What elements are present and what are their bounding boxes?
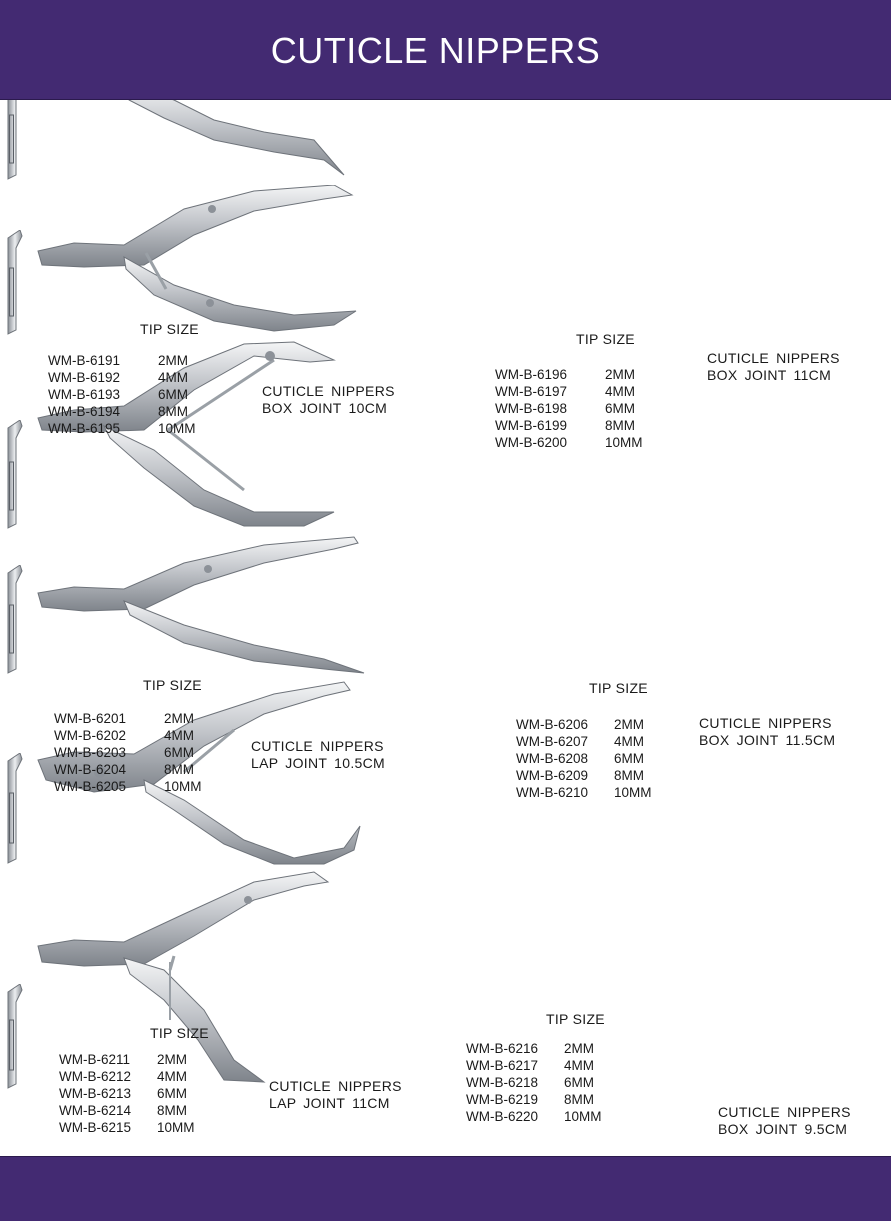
product-code: WM-B-6198 [495, 401, 568, 416]
spec-row [466, 1074, 602, 1091]
tip-size-value: 4MM [564, 1058, 594, 1073]
tip-size-value: 10MM [158, 421, 196, 436]
tip-size-value: 6MM [614, 751, 644, 766]
caption-line-name: CUTICLE NIPPERS [699, 715, 832, 731]
caption-line-name: CUTICLE NIPPERS [262, 383, 395, 399]
tip-size-value: 8MM [605, 418, 635, 433]
product-caption [269, 1078, 402, 1112]
spec-row [48, 352, 196, 369]
spec-row [59, 1119, 195, 1136]
tip-size-value: 2MM [564, 1041, 594, 1056]
spec-row [466, 1091, 602, 1108]
spec-row [516, 767, 652, 784]
tip-size-value: 4MM [614, 734, 644, 749]
product-code: WM-B-6212 [59, 1069, 132, 1084]
product-code: WM-B-6215 [59, 1120, 132, 1135]
caption-line-name: CUTICLE NIPPERS [718, 1104, 851, 1120]
spec-row [516, 733, 652, 750]
tip-size-value: 8MM [614, 768, 644, 783]
spec-row [59, 1068, 195, 1085]
header-band [0, 0, 891, 100]
tip-size-value: 8MM [564, 1092, 594, 1107]
caption-line-joint: LAP JOINT 11CM [269, 1095, 390, 1111]
product-code: WM-B-6208 [516, 751, 589, 766]
spec-row [495, 434, 643, 451]
product-code: WM-B-6219 [466, 1092, 539, 1107]
spec-row [54, 710, 202, 727]
spec-row [54, 778, 202, 795]
tip-size-value: 8MM [157, 1103, 187, 1118]
product-code: WM-B-6192 [48, 370, 121, 385]
tip-size-value: 4MM [158, 370, 188, 385]
spec-row [59, 1102, 195, 1119]
spec-table [48, 352, 196, 437]
tip-size-value: 10MM [157, 1120, 195, 1135]
spec-row [495, 417, 643, 434]
tip-size-value: 2MM [164, 711, 194, 726]
nipper-tip-closeup-image [0, 230, 30, 335]
spec-row [495, 366, 643, 383]
tip-size-value: 6MM [605, 401, 635, 416]
tip-size-value: 6MM [158, 387, 188, 402]
spec-table [495, 366, 643, 451]
spec-row [48, 369, 196, 386]
tip-size-heading: TIP SIZE [589, 680, 648, 696]
product-code: WM-B-6210 [516, 785, 589, 800]
spec-row [516, 750, 652, 767]
product-code: WM-B-6193 [48, 387, 121, 402]
caption-line-joint: BOX JOINT 10CM [262, 400, 388, 416]
product-code: WM-B-6213 [59, 1086, 132, 1101]
tip-size-heading: TIP SIZE [546, 1011, 605, 1027]
spec-row [466, 1057, 602, 1074]
product-caption [699, 715, 835, 749]
tip-size-heading: TIP SIZE [140, 321, 199, 337]
spec-row [466, 1108, 602, 1125]
product-code: WM-B-6200 [495, 435, 568, 450]
spec-row [54, 727, 202, 744]
spec-row [516, 716, 652, 733]
spec-row [59, 1051, 195, 1068]
product-code: WM-B-6209 [516, 768, 589, 783]
spec-row [48, 420, 196, 437]
caption-line-joint: BOX JOINT 9.5CM [718, 1121, 848, 1137]
product-code: WM-B-6214 [59, 1103, 132, 1118]
product-caption [707, 350, 840, 384]
spec-row [54, 744, 202, 761]
spec-row [48, 403, 196, 420]
product-code: WM-B-6211 [59, 1052, 131, 1067]
tip-size-value: 2MM [158, 353, 188, 368]
product-caption [262, 383, 395, 417]
spec-table [54, 710, 202, 795]
product-code: WM-B-6197 [495, 384, 568, 399]
tip-size-heading: TIP SIZE [143, 677, 202, 693]
product-caption [718, 1104, 851, 1138]
cuticle-nipper-image [34, 535, 370, 675]
caption-line-joint: BOX JOINT 11CM [707, 367, 832, 383]
caption-line-name: CUTICLE NIPPERS [707, 350, 840, 366]
tip-size-value: 6MM [564, 1075, 594, 1090]
product-code: WM-B-6207 [516, 734, 589, 749]
spec-table [516, 716, 652, 801]
tip-size-heading: TIP SIZE [150, 1025, 209, 1041]
spec-table [466, 1040, 602, 1125]
spec-row [516, 784, 652, 801]
tip-size-value: 6MM [157, 1086, 187, 1101]
product-caption [251, 738, 385, 772]
product-code: WM-B-6216 [466, 1041, 539, 1056]
product-code: WM-B-6201 [54, 711, 127, 726]
spec-row [466, 1040, 602, 1057]
product-code: WM-B-6220 [466, 1109, 539, 1124]
tip-size-value: 8MM [164, 762, 194, 777]
page-title: CUTICLE NIPPERS [270, 30, 601, 71]
spec-row [495, 400, 643, 417]
product-code: WM-B-6206 [516, 717, 589, 732]
nipper-tip-closeup-image [0, 753, 30, 865]
product-code: WM-B-6195 [48, 421, 121, 436]
nipper-tip-closeup-image [0, 565, 30, 675]
spec-row [54, 761, 202, 778]
tip-size-heading: TIP SIZE [576, 331, 635, 347]
caption-line-name: CUTICLE NIPPERS [251, 738, 384, 754]
tip-size-value: 4MM [164, 728, 194, 743]
spec-row [48, 386, 196, 403]
product-code: WM-B-6218 [466, 1075, 539, 1090]
product-code: WM-B-6191 [48, 353, 121, 368]
spec-row [495, 383, 643, 400]
product-code: WM-B-6202 [54, 728, 127, 743]
tip-size-value: 2MM [605, 367, 635, 382]
product-code: WM-B-6194 [48, 404, 121, 419]
product-code: WM-B-6203 [54, 745, 127, 760]
product-code: WM-B-6204 [54, 762, 127, 777]
tip-size-value: 6MM [164, 745, 194, 760]
tip-size-value: 2MM [614, 717, 644, 732]
product-code: WM-B-6199 [495, 418, 568, 433]
caption-line-joint: BOX JOINT 11.5CM [699, 732, 836, 748]
caption-line-joint: LAP JOINT 10.5CM [251, 755, 385, 771]
footer-band [0, 1156, 891, 1221]
tip-size-value: 4MM [157, 1069, 187, 1084]
cuticle-nipper-image [34, 185, 364, 335]
product-code: WM-B-6205 [54, 779, 127, 794]
nipper-tip-closeup-image [0, 984, 30, 1090]
product-code: WM-B-6217 [466, 1058, 539, 1073]
spec-row [59, 1085, 195, 1102]
tip-size-value: 10MM [605, 435, 643, 450]
tip-size-value: 2MM [157, 1052, 187, 1067]
nipper-tip-closeup-image [0, 420, 30, 530]
tip-size-value: 10MM [164, 779, 202, 794]
tip-size-value: 10MM [614, 785, 652, 800]
tip-size-value: 8MM [158, 404, 188, 419]
product-code: WM-B-6196 [495, 367, 568, 382]
tip-size-value: 4MM [605, 384, 635, 399]
spec-table [59, 1051, 195, 1136]
tip-size-value: 10MM [564, 1109, 602, 1124]
caption-line-name: CUTICLE NIPPERS [269, 1078, 402, 1094]
